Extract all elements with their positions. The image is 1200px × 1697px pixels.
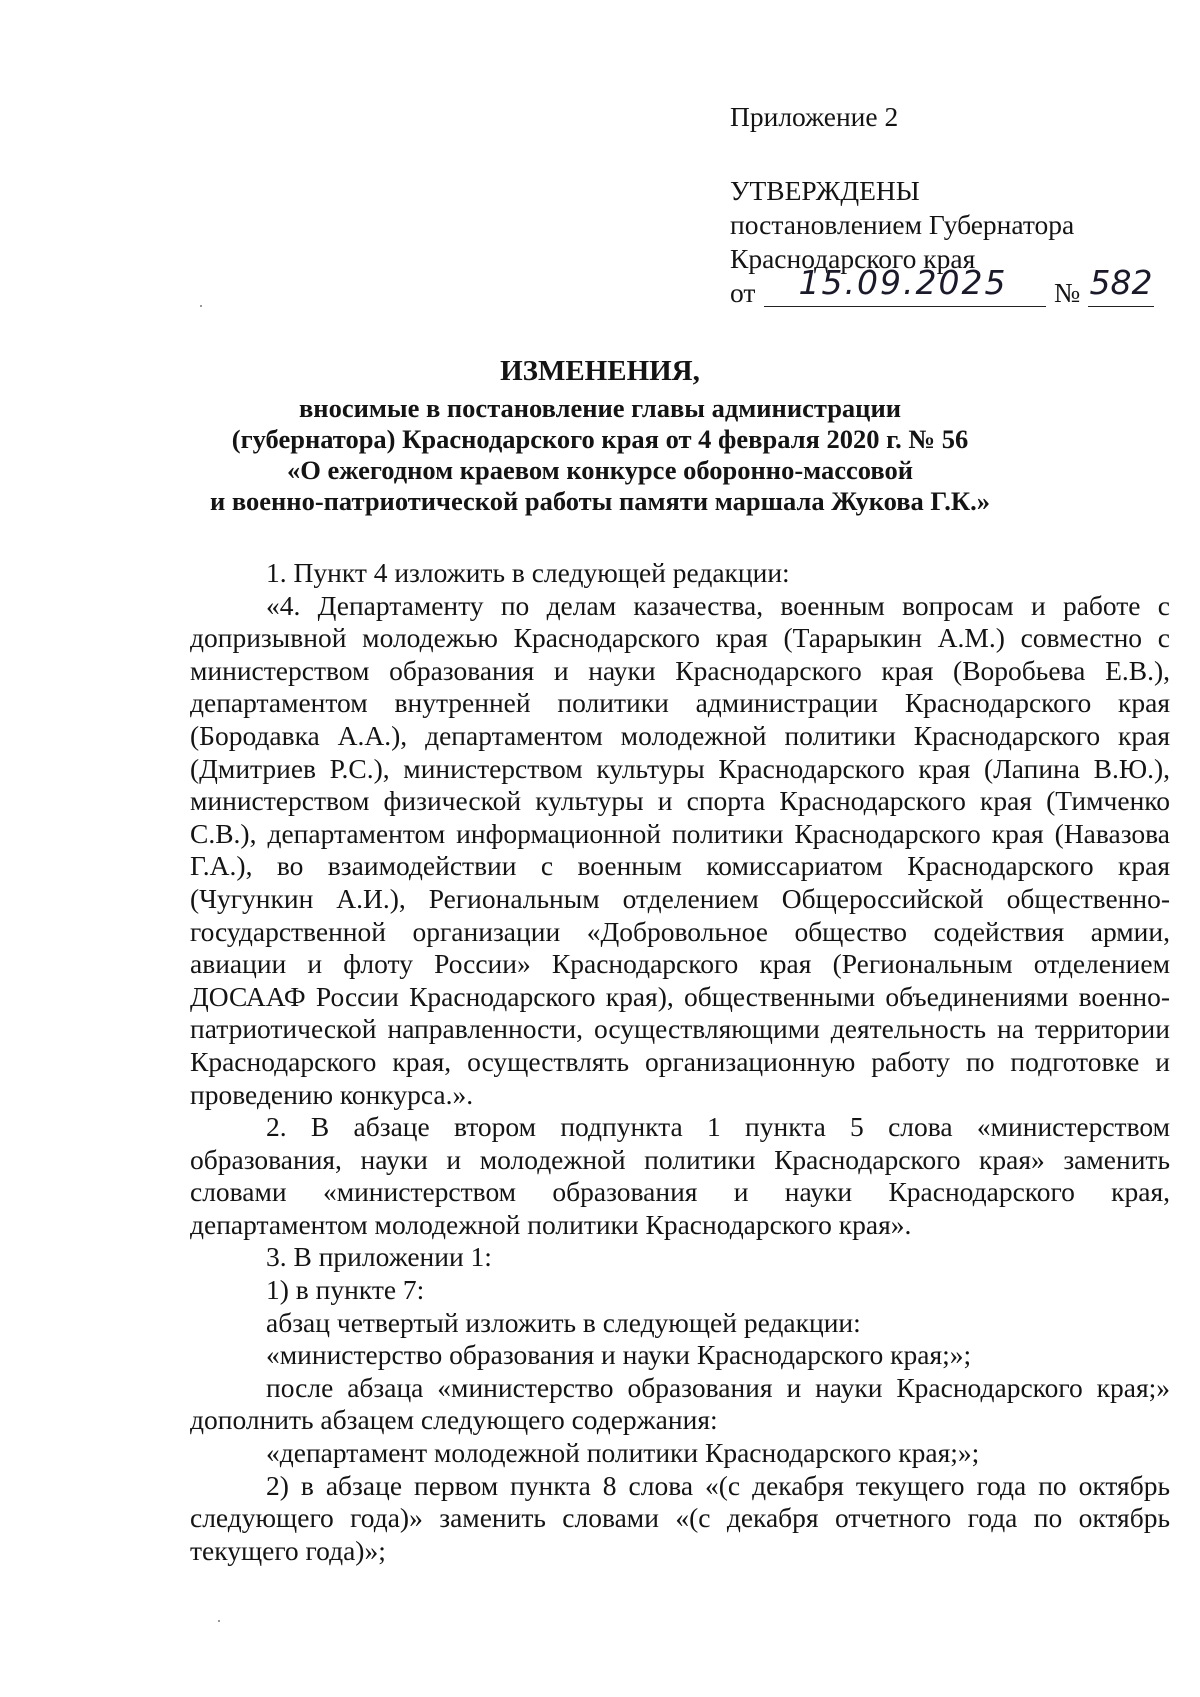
title-line-4: и военно-патриотической работы памяти маршала Жукова Г.К.» bbox=[210, 486, 990, 516]
approved-label: УТВЕРЖДЕНЫ bbox=[730, 175, 920, 206]
handwritten-number: 582 bbox=[1089, 263, 1153, 302]
paragraph-9: «департамент молодежной политики Краснодарского края;»; bbox=[266, 1437, 980, 1469]
paragraph-5: 1) в пункте 7: bbox=[266, 1274, 425, 1306]
paragraph-4: 3. В приложении 1: bbox=[266, 1241, 492, 1273]
approval-line-1: постановлением Губернатора bbox=[730, 209, 1075, 240]
annex-label: Приложение 2 bbox=[730, 101, 899, 132]
document-body bbox=[190, 557, 1170, 1567]
paragraph-2: «4. Департаменту по делам казачества, военным вопросам и работе с допризывной молодежью Краснодарского края (Тарарыкин А.М.) совместно с министерством образования и науки Краснодарского края (Воробьева Е.В.), департаментом внутренней политики администрации Краснодарского края (Бородавка А.А.), департаментом молодежной политики Краснодарского края (Дмитриев Р.С.), министерством культуры Краснодарского края (Лапина В.Ю.), министерством физической культуры и спорта Краснодарского края (Тимченко С.В.), департаментом информационной политики Краснодарского края (Навазова Г.А.), во взаимодействии с военным комиссариатом Краснодарского края (Чугункин А.И.), Региональным отделением Общероссийской общественно-государственной организации «Добровольное общество содействия армии, авиации и флоту России» Краснодарского края (Региональным отделением ДОСААФ России Краснодарского края), общественными объединениями военно-патриотической направленности, осуществляющими деятельность на территории Краснодарского края, осуществлять организационную работу по подготовке и проведению конкурса.». bbox=[190, 589, 1170, 1110]
scan-speck bbox=[218, 1620, 220, 1622]
date-prefix: от bbox=[730, 277, 756, 308]
paragraph-1: 1. Пункт 4 изложить в следующей редакции: bbox=[266, 557, 790, 588]
document-title bbox=[150, 356, 1050, 517]
title-heading: ИЗМЕНЕНИЯ, bbox=[500, 355, 700, 387]
paragraph-10: 2) в абзаце первом пункта 8 слова «(с декабря текущего года по октябрь следующего года)» заменить словами «(с декабря отчетного года по октябрь текущего года)»; bbox=[190, 1469, 1170, 1566]
approval-block bbox=[730, 100, 1170, 312]
paragraph-8: после абзаца «министерство образования и науки Краснодарского края;» дополнить абзацем следующего содержания: bbox=[190, 1371, 1170, 1436]
paragraph-6: абзац четвертый изложить в следующей редакции: bbox=[266, 1306, 861, 1338]
scan-speck bbox=[200, 305, 202, 307]
handwritten-date: 15.09.2025 bbox=[798, 263, 1008, 302]
date-number-line bbox=[730, 263, 1170, 312]
title-line-1: вносимые в постановление главы администрации bbox=[298, 393, 901, 423]
approval-line-2: Краснодарского края bbox=[730, 243, 976, 274]
number-prefix: № bbox=[1054, 277, 1081, 308]
title-line-2: (губернатора) Краснодарского края от 4 февраля 2020 г. № 56 bbox=[231, 424, 969, 454]
title-line-3: «О ежегодном краевом конкурсе оборонно-массовой bbox=[286, 455, 914, 485]
paragraph-3: 2. В абзаце втором подпункта 1 пункта 5 слова «министерством образования, науки и молодежной политики Краснодарского края» заменить словами «министерством образования и науки Краснодарского края, департаментом молодежной политики Краснодарского края». bbox=[190, 1111, 1170, 1240]
paragraph-7: «министерство образования и науки Краснодарского края;»; bbox=[266, 1339, 972, 1371]
